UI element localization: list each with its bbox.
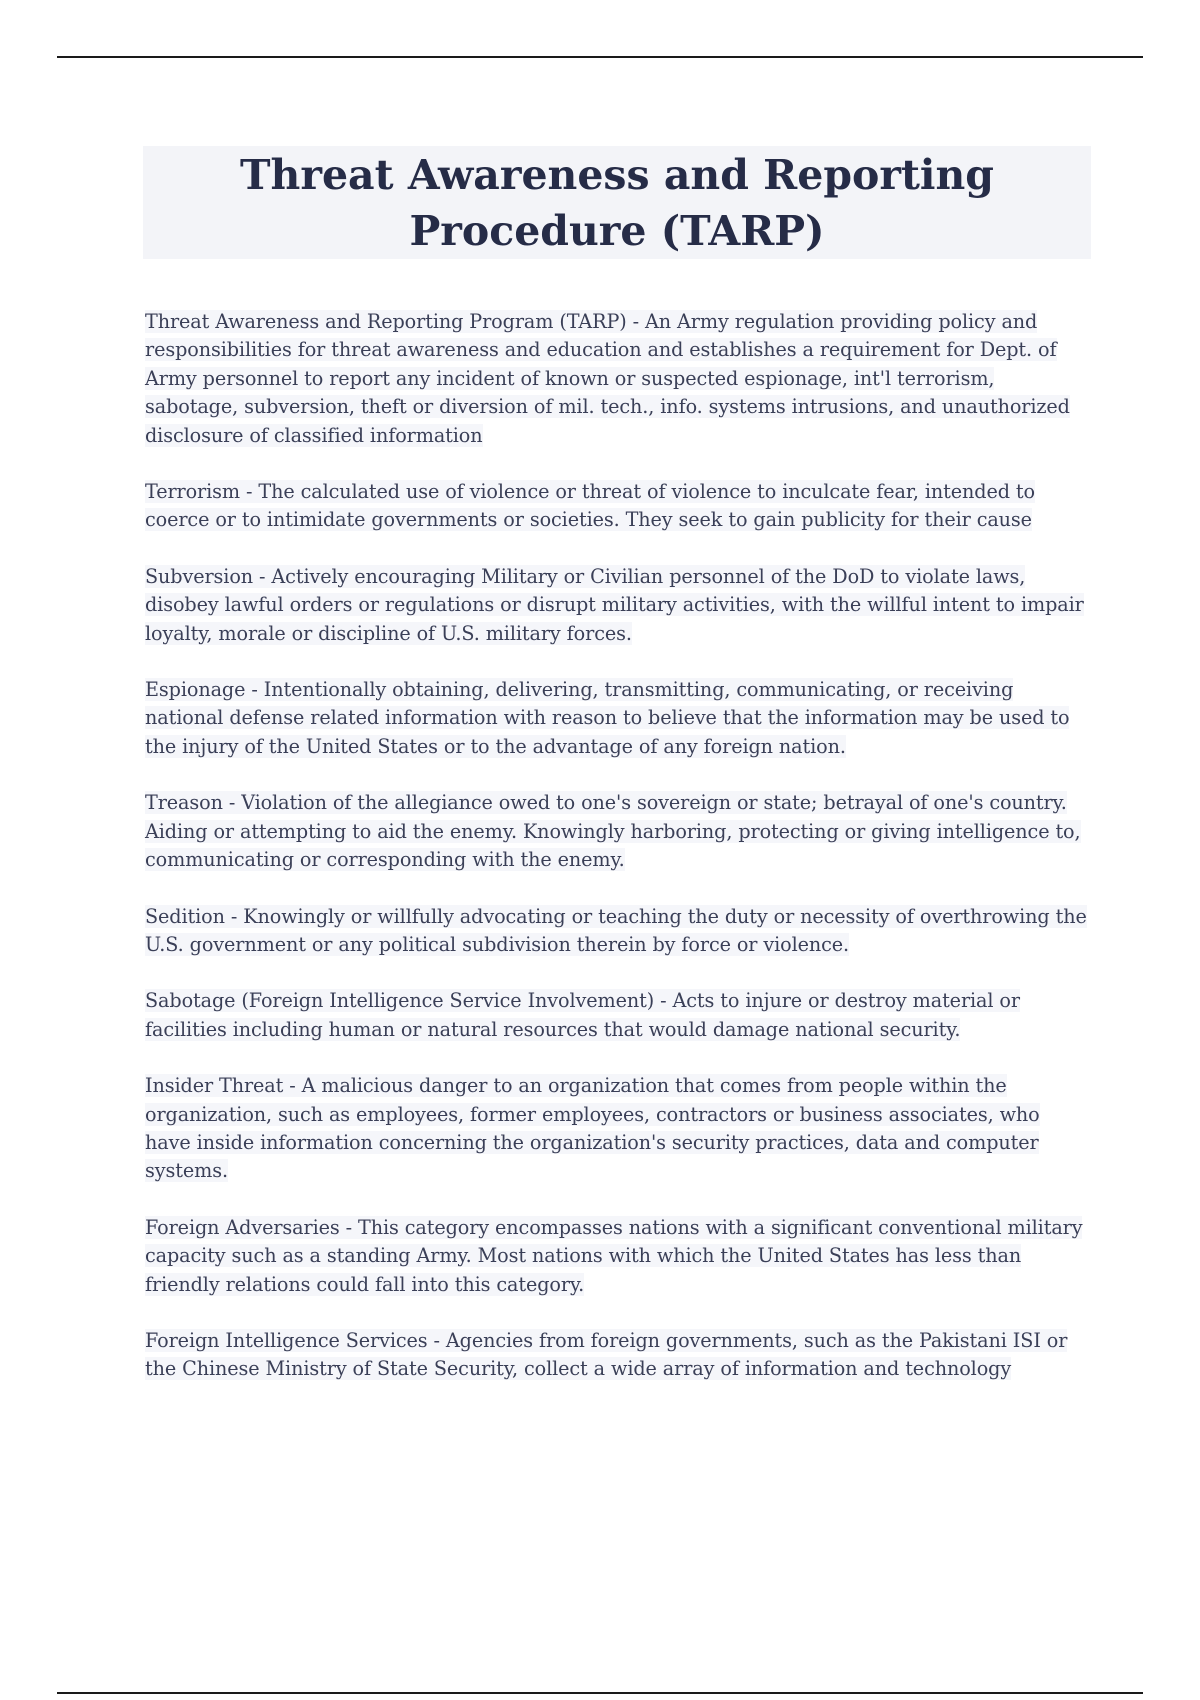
definition-entry <box>145 987 1090 1044</box>
definition-text: Sabotage (Foreign Intelligence Service Involvement) - Acts to injure or destroy material or facilities including human or natural resources that would damage national security. <box>145 989 1020 1041</box>
definition-entry <box>145 903 1090 960</box>
top-rule <box>57 56 1143 58</box>
definition-entry <box>145 563 1090 648</box>
definition-text: Foreign Adversaries - This category encompasses nations with a significant conventional military capacity such as a standing Army. Most nations with which the United States has less than friendly relations could fall into this category. <box>145 1215 1083 1296</box>
definition-text: Treason - Violation of the allegiance owed to one's sovereign or state; betrayal of one's country. Aiding or attempting to aid the enemy. Knowingly harboring, protecting or giving intelligence to, communicating or corresponding with the enemy. <box>145 791 1081 872</box>
definition-text: Terrorism - The calculated use of violence or threat of violence to inculcate fear, intended to coerce or to intimidate governments or societies. They seek to gain publicity for their cause <box>145 480 1035 532</box>
definition-text: Subversion - Actively encouraging Military or Civilian personnel of the DoD to violate laws, disobey lawful orders or regulations or disrupt military activities, with the willful intent to impair loyalty, morale or discipline of U.S. military forces. <box>145 564 1084 645</box>
definition-entry <box>145 478 1090 535</box>
definition-text: Foreign Intelligence Services - Agencies from foreign governments, such as the Pakistani ISI or the Chinese Ministry of State Security, collect a wide array of information and technology <box>145 1328 1068 1381</box>
definition-entry <box>145 1214 1090 1299</box>
definition-text: Sedition - Knowingly or willfully advocating or teaching the duty or necessity of overthrowing the U.S. government or any political subdivision therein by force or violence. <box>145 904 1087 956</box>
definition-text: Insider Threat - A malicious danger to an organization that comes from people within the organization, such as employees, former employees, contractors or business associates, who have inside information concerning the organization's security practices, data and computer systems. <box>145 1074 1040 1183</box>
definition-text: Threat Awareness and Reporting Program (TARP) - An Army regulation providing policy and responsibilities for threat awareness and education and establishes a requirement for Dept. of Army personnel to report any incident of known or suspected espionage, int'l terrorism, sabotage, subversion, theft or diversion of mil. tech., info. systems intrusions, and unauthorized disclosure of classified information <box>145 310 1070 447</box>
definition-entry <box>145 1072 1090 1186</box>
bottom-rule <box>57 1692 1143 1694</box>
definition-entry <box>145 308 1090 450</box>
title-banner <box>143 146 1091 259</box>
definition-entry <box>145 1327 1090 1384</box>
page-title: Threat Awareness and Reporting Procedure (TARP) <box>240 150 994 255</box>
definition-text: Espionage - Intentionally obtaining, delivering, transmitting, communicating, or receiving national defense related information with reason to believe that the information may be used to the injury of the United States or to the advantage of any foreign nation. <box>145 678 1070 758</box>
definition-entry <box>145 676 1090 761</box>
definition-entry <box>145 789 1090 874</box>
definitions-list <box>145 308 1090 1412</box>
